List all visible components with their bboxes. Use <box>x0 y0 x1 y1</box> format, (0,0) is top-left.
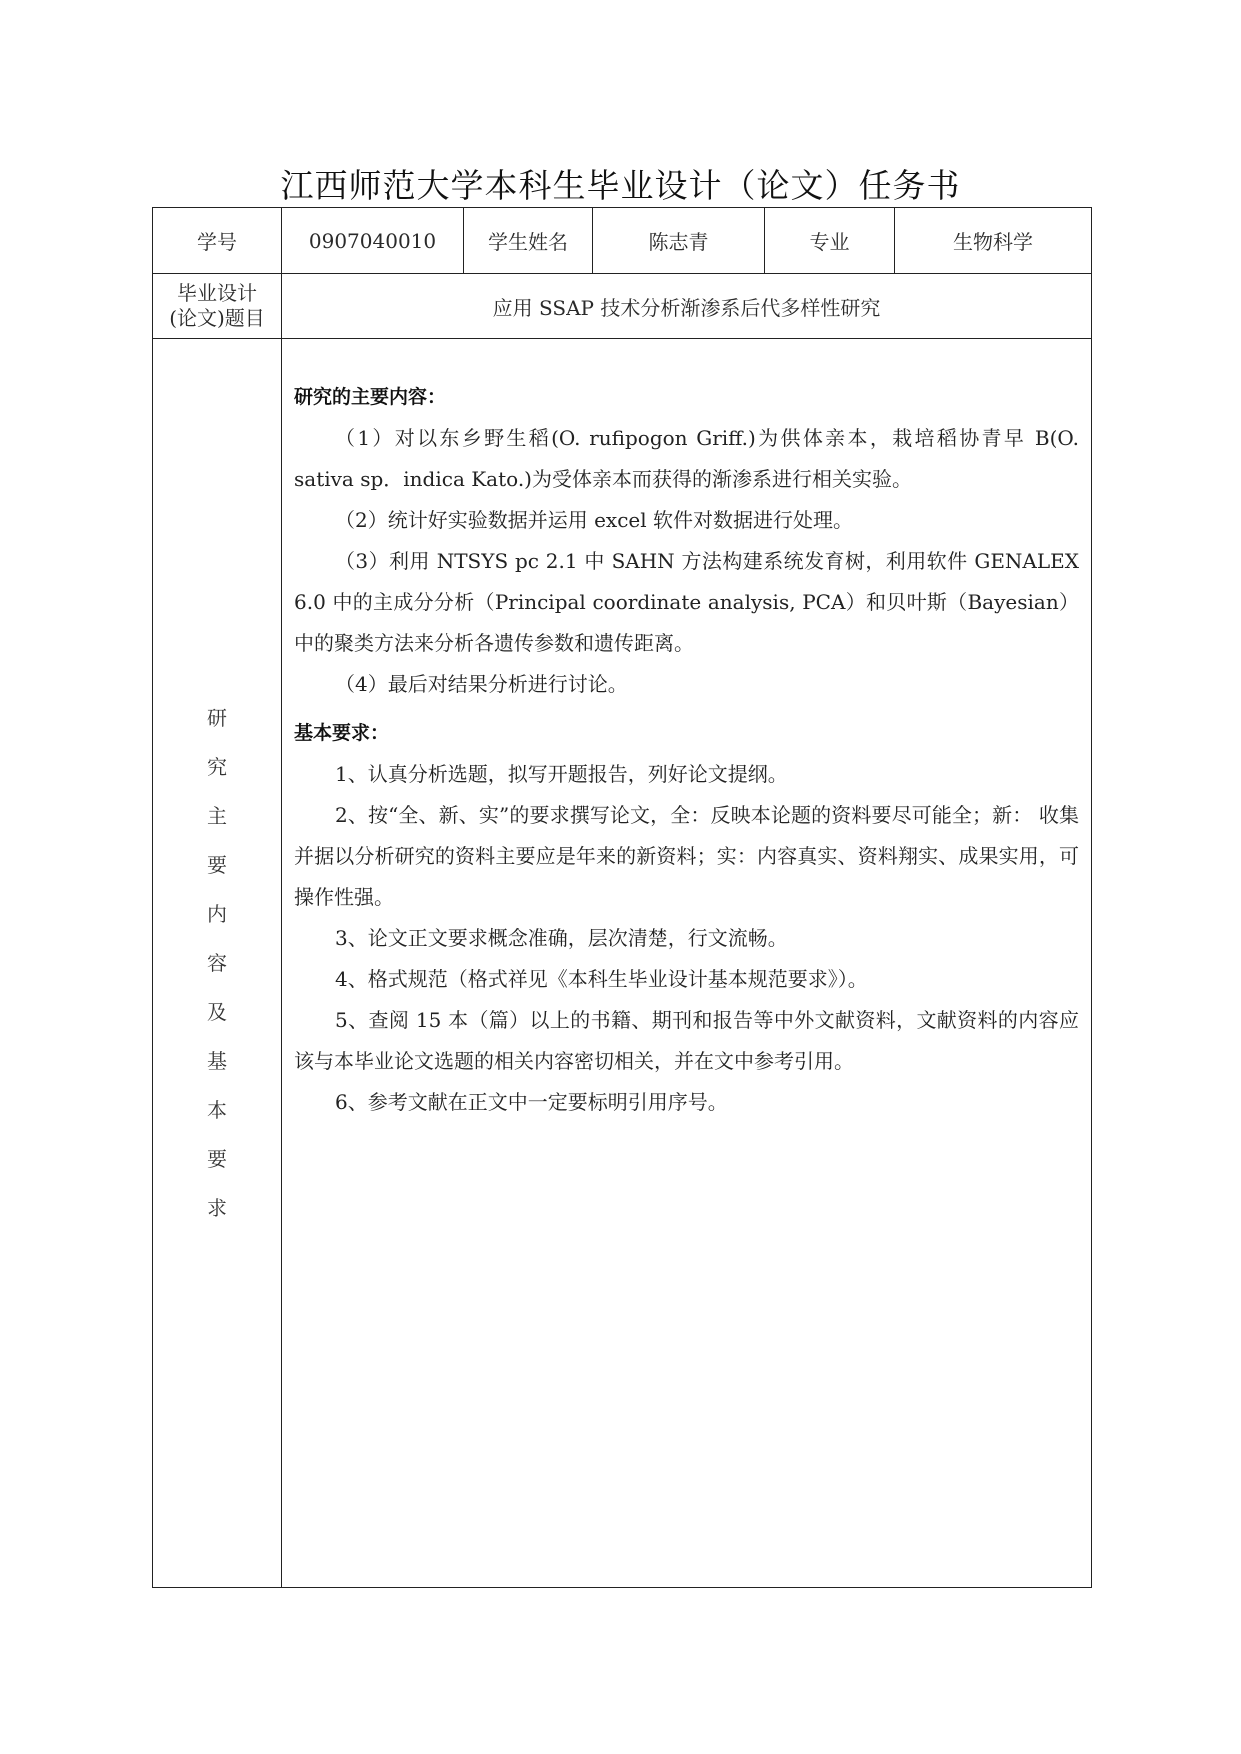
topic-label-line1: 毕业设计 <box>177 281 257 305</box>
requirement-item: 3、论文正文要求概念准确，层次清楚，行文流畅。 <box>335 926 788 950</box>
major-label: 专业 <box>765 208 895 274</box>
side-label-char: 主 <box>207 803 227 828</box>
content-heading: 研究的主要内容： <box>294 386 447 408</box>
side-label-char: 求 <box>207 1195 227 1220</box>
requirements-heading: 基本要求： <box>294 722 390 744</box>
content-item: （3）利用 NTSYS pc 2.1 中 SAHN 方法构建系统发育树，利用软件 GENALEX 6.0 中的主成分分析（Principal coordinate analysis, PCA）和贝叶斯（Bayesian）中的聚类方法来分析各遗传参数和遗传距离。 <box>294 549 1079 655</box>
major-value: 生物科学 <box>895 208 1092 274</box>
info-row <box>153 208 1092 274</box>
content-item: （2）统计好实验数据并运用 excel 软件对数据进行处理。 <box>335 508 853 532</box>
content-item: （4）最后对结果分析进行讨论。 <box>335 672 628 696</box>
student-name-value: 陈志青 <box>593 208 765 274</box>
side-label-char: 要 <box>207 1146 227 1171</box>
requirement-item: 1、认真分析选题，拟写开题报告，列好论文提纲。 <box>335 762 788 786</box>
side-label-char: 容 <box>207 950 227 975</box>
topic-label-line2: (论文)题目 <box>169 306 265 330</box>
student-id-value: 0907040010 <box>282 208 464 274</box>
side-label-char: 及 <box>207 999 227 1024</box>
side-label-char: 本 <box>207 1097 227 1122</box>
main-section-row <box>153 339 1092 1588</box>
requirement-item: 4、格式规范（格式祥见《本科生毕业设计基本规范要求》）。 <box>335 967 868 991</box>
topic-row <box>153 274 1092 339</box>
main-content <box>282 339 1092 1588</box>
side-label-char: 要 <box>207 852 227 877</box>
student-name-label: 学生姓名 <box>464 208 593 274</box>
requirement-item: 5、查阅 15 本（篇）以上的书籍、期刊和报告等中外文献资料，文献资料的内容应该与本毕业论文选题的相关内容密切相关，并在文中参考引用。 <box>294 1008 1079 1073</box>
document-title: 江西师范大学本科生毕业设计（论文）任务书 <box>280 166 961 205</box>
side-label <box>153 339 282 1588</box>
task-form-table <box>152 207 1092 1588</box>
side-label-char: 研 <box>207 705 227 730</box>
topic-label <box>153 274 282 339</box>
requirement-item: 6、参考文献在正文中一定要标明引用序号。 <box>335 1090 728 1114</box>
side-label-char: 基 <box>207 1048 227 1073</box>
side-label-char: 究 <box>207 754 227 779</box>
side-label-char: 内 <box>207 901 227 926</box>
requirement-item: 2、按“全、新、实”的要求撰写论文，全：反映本论题的资料要尽可能全；新： 收集并据以分析研究的资料主要应是年来的新资料；实：内容真实、资料翔实、成果实用，可操作性强。 <box>294 803 1079 909</box>
content-item: （1）对以东乡野生稻(O. rufipogon Griff.)为供体亲本，栽培稻协青早 B(O. sativa sp．indica Kato.)为受体亲本而获得的渐渗系进行相关实验。 <box>294 426 1079 491</box>
topic-value: 应用 SSAP 技术分析渐渗系后代多样性研究 <box>282 274 1092 339</box>
student-id-label: 学号 <box>153 208 282 274</box>
